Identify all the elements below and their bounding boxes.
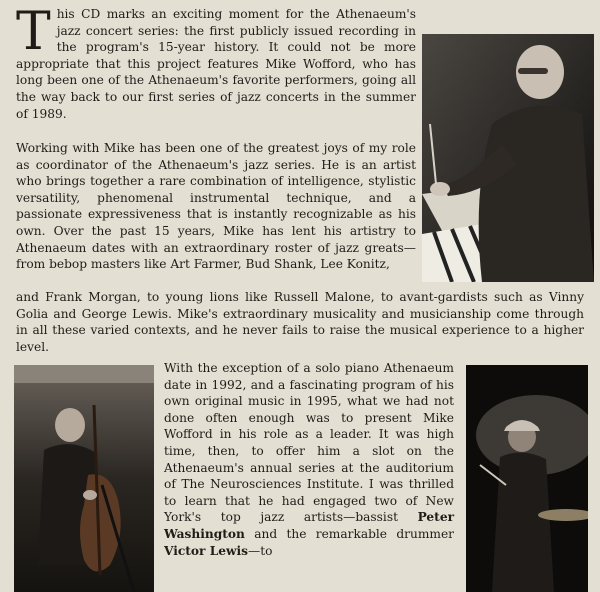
drummer-name: Victor Lewis xyxy=(164,543,249,558)
body-paragraph-wrapped: Working with Mike has been one of the greatest joys of my role as coordinator of the Athenaeum's jazz series. He is an artist who brings together a rare combination of intelligence, stylistic versatility, phenomenal instrumental technique, and a passionate expressiveness that is instantly recognizable as his own. Over the past 15 years, Mike has lent his artistry to Athenaeum dates with an extraordinary roster of jazz greats—from bebop masters like Art Farmer, Bud Shank, Lee Konitz, xyxy=(16,141,416,272)
bassist-name: Peter Washington xyxy=(164,510,454,541)
closing-paragraph xyxy=(164,360,454,559)
closing-text-c: —to xyxy=(248,543,273,558)
drop-cap: T xyxy=(16,2,51,62)
intro-paragraph xyxy=(16,2,416,122)
body-paragraph-full-width: and Frank Morgan, to young lions like Russell Malone, to avant-gardists such as Vinny Golia and George Lewis. Mike's extraordinary musicality and musicianship come through in all these varied contexts, and he never fails to raise the musical experience to a higher level. xyxy=(16,290,584,354)
closing-text-b: and the remarkable drummer xyxy=(244,526,454,541)
closing-text-a: With the exception of a solo piano Athenaeum date in 1992, and a fascinating program of his own original music in 1995, what we had not done often enough was to present Mike Wofford in his role as a leader. It was high time, then, to offer him a slot on the Athenaeum's annual series at the auditorium of The Neurosciences Institute. I was thrilled to learn that he had engaged two of New York's top jazz artists—bassist xyxy=(164,361,454,525)
pianist-photo xyxy=(422,34,594,282)
drummer-photo xyxy=(466,365,588,592)
bassist-photo xyxy=(14,365,154,592)
intro-text: his CD marks an exciting moment for the Athenaeum's jazz concert series: the first publicly issued recording in the program's 15-year history. It could not be more appropriate that this project features Mike Wofford, who has long been one of the Athenaeum's favorite performers, going all the way back to our first series of jazz concerts in the summer of 1989. xyxy=(16,7,416,121)
